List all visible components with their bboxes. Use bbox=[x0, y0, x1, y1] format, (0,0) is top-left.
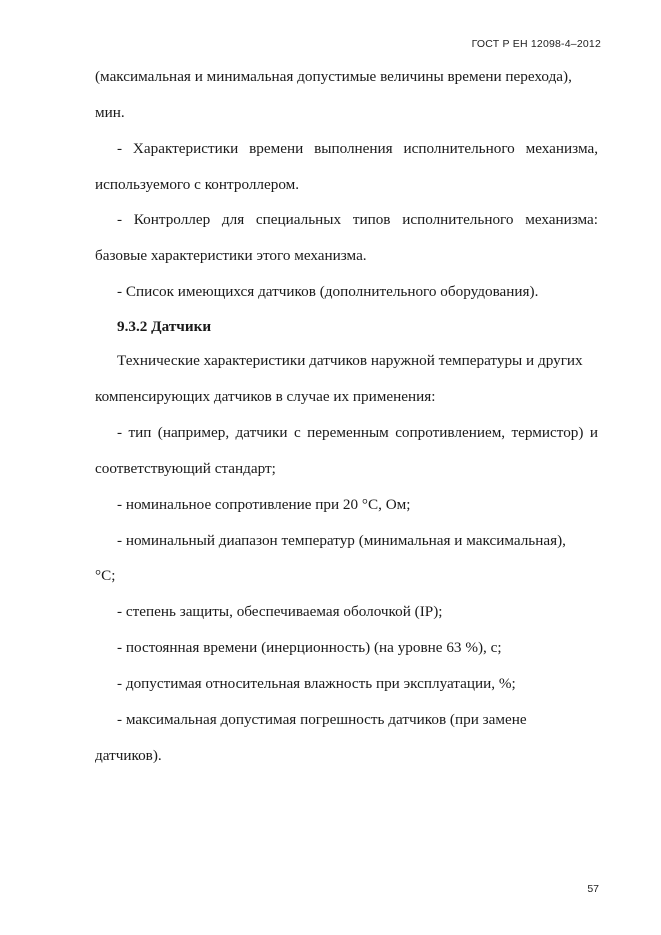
list-item-text: - Характеристики времени выполнения исполнительного механизма, bbox=[117, 140, 598, 157]
list-item-text: - Список имеющихся датчиков (дополнительного оборудования). bbox=[117, 283, 539, 300]
list-item-text: - максимальная допустимая погрешность датчиков (при замене bbox=[117, 711, 527, 728]
document-standard-header: ГОСТ Р ЕН 12098-4–2012 bbox=[471, 38, 601, 50]
text-line: датчиков). bbox=[95, 747, 162, 764]
list-item-text: - тип (например, датчики с переменным сопротивлением, термистор) и bbox=[117, 424, 598, 441]
list-item-text: - номинальное сопротивление при 20 °С, Ом; bbox=[117, 496, 411, 513]
list-item-text: - номинальный диапазон температур (минимальная и максимальная), bbox=[117, 532, 566, 549]
paragraph-line: Технические характеристики датчиков наружной температуры и других bbox=[117, 352, 583, 369]
text-line: используемого с контроллером. bbox=[95, 176, 300, 193]
section-heading: 9.3.2 Датчики bbox=[117, 318, 212, 335]
text-line: °С; bbox=[95, 567, 116, 584]
list-item-text: - Контроллер для специальных типов исполнительного механизма: bbox=[117, 211, 598, 228]
text-line: компенсирующих датчиков в случае их применения: bbox=[95, 388, 436, 405]
text-line: соответствующий стандарт; bbox=[95, 460, 276, 477]
text-line: (максимальная и минимальная допустимые величины времени перехода), bbox=[95, 68, 572, 85]
list-item-text: - допустимая относительная влажность при эксплуатации, %; bbox=[117, 675, 516, 692]
text-line: базовые характеристики этого механизма. bbox=[95, 247, 367, 264]
page-number: 57 bbox=[587, 883, 599, 895]
text-line: мин. bbox=[95, 104, 125, 121]
list-item-text: - постоянная времени (инерционность) (на уровне 63 %), с; bbox=[117, 639, 502, 656]
list-item-text: - степень защиты, обеспечиваемая оболочкой (IP); bbox=[117, 603, 443, 620]
